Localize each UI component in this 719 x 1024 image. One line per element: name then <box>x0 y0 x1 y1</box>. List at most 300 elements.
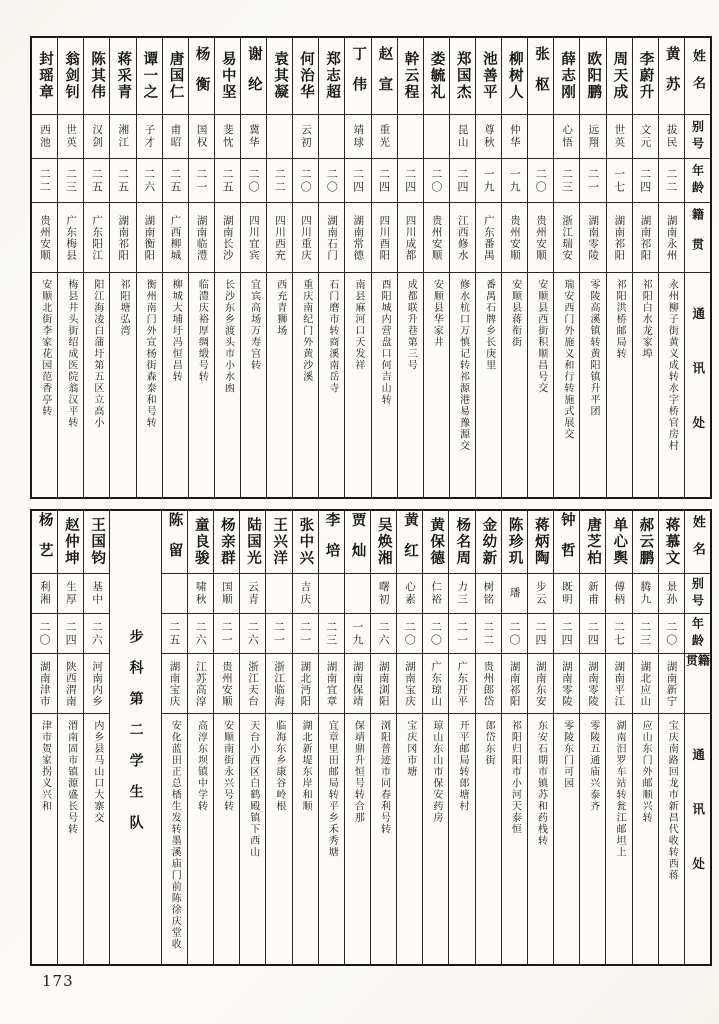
person-name: 金幼新 <box>480 517 498 567</box>
person-age-cell <box>58 158 83 202</box>
table-header-column <box>685 38 710 497</box>
person-age-cell <box>398 158 423 202</box>
person-name: 易中坚 <box>219 51 237 101</box>
person-alias-cell <box>659 114 684 158</box>
person-address: 阳江海凌白蒲圩第五区立高小 <box>91 279 103 429</box>
person-origin-cell <box>449 653 474 713</box>
person-origin-cell <box>659 202 684 272</box>
person-alias-cell <box>372 114 397 158</box>
person-alias-cell <box>554 114 579 158</box>
person-name-cell <box>580 38 605 114</box>
person-name-cell <box>266 511 291 573</box>
person-name: 薛志刚 <box>559 51 577 101</box>
person-name-cell <box>215 38 240 114</box>
person-address-cell <box>266 713 291 964</box>
person-name-cell <box>293 511 318 573</box>
person-name: 黄红 <box>401 511 419 573</box>
person-address: 安顺北街李家花园范香亭转 <box>39 279 51 417</box>
person-name: 陈其伟 <box>89 51 107 101</box>
person-column <box>345 38 371 497</box>
person-age-cell <box>319 613 344 653</box>
person-age-cell <box>449 613 474 653</box>
person-name-cell <box>398 38 423 114</box>
person-address: 安顺县华家井 <box>431 279 443 348</box>
person-address: 津市贺家拐义兴和 <box>39 720 51 812</box>
person-name: 翁剑钊 <box>63 51 81 101</box>
person-origin-cell <box>162 653 187 713</box>
person-name: 王国钧 <box>89 517 107 567</box>
person-address-cell <box>267 272 292 497</box>
person-origin-cell <box>450 202 475 272</box>
person-alias: 拔民 <box>665 124 678 149</box>
person-origin: 湖北应山 <box>639 660 652 707</box>
person-name: 丁伟 <box>350 45 368 107</box>
person-address: 酉阳城内营盘口何吉山转 <box>379 279 391 406</box>
person-address-cell <box>189 272 214 497</box>
person-name: 郑国杰 <box>454 51 472 101</box>
person-origin: 湖南祁阳 <box>117 214 130 261</box>
person-age-cell <box>606 613 631 653</box>
person-origin-cell <box>554 202 579 272</box>
person-name-cell <box>607 38 632 114</box>
person-age: 二四 <box>377 167 391 194</box>
person-alias: 生厚 <box>64 581 77 606</box>
person-address: 郎岱东街 <box>483 720 495 766</box>
person-column <box>266 511 292 964</box>
person-alias: 斐忱 <box>221 124 234 149</box>
person-origin-cell <box>110 202 135 272</box>
person-alias: 世英 <box>613 124 626 149</box>
person-age: 二四 <box>586 620 600 647</box>
person-origin: 湖南祁阳 <box>639 214 652 261</box>
person-name-cell <box>659 511 684 573</box>
person-name: 王兴洋 <box>271 517 289 567</box>
person-name-cell <box>319 511 344 573</box>
person-origin-cell <box>659 653 684 713</box>
person-origin: 贵州郎岱 <box>482 660 495 707</box>
person-origin-cell <box>424 202 449 272</box>
person-origin: 湖南长沙 <box>221 214 234 261</box>
person-origin: 四川重庆 <box>300 214 313 261</box>
person-alias-cell <box>423 573 448 613</box>
person-age: 二四 <box>560 620 574 647</box>
person-origin: 湖南祁阳 <box>508 660 521 707</box>
person-alias-cell <box>398 114 423 158</box>
person-address: 祁阳归阳市小河天泰恒 <box>509 720 521 835</box>
person-origin: 四川宜宾 <box>247 214 260 261</box>
person-column <box>267 38 293 497</box>
person-alias-cell <box>293 573 318 613</box>
person-address: 东安石期市镇苏和药栈转 <box>535 720 547 847</box>
person-origin-cell <box>32 653 57 713</box>
person-name-cell <box>163 38 188 114</box>
header-age-cell <box>685 613 710 653</box>
person-age: 二七 <box>612 620 626 647</box>
person-address-cell <box>84 713 109 964</box>
person-name-cell <box>554 511 579 573</box>
person-address: 南县麻河口天发祥 <box>353 279 365 371</box>
person-origin: 贵州安顺 <box>535 214 548 261</box>
person-alias: 汉剑 <box>91 124 104 149</box>
person-alias: 湘江 <box>117 124 130 149</box>
person-alias: 文元 <box>639 124 652 149</box>
person-column <box>293 511 319 964</box>
person-address: 柳城大埔圩冯恒昌转 <box>170 279 182 383</box>
person-address: 零陵五通庙兴泰齐 <box>587 720 599 812</box>
person-address: 祁阳塘弘湾 <box>118 279 130 337</box>
person-age: 一九 <box>508 167 522 194</box>
person-age: 二一 <box>220 620 234 647</box>
person-address-cell <box>580 272 605 497</box>
person-age: 二五 <box>167 620 181 647</box>
person-column <box>502 38 528 497</box>
person-origin-cell <box>137 202 162 272</box>
person-age-cell <box>502 613 527 653</box>
person-origin: 浙江临海 <box>273 660 286 707</box>
person-address: 衡州南门外宣杨街森泰和号转 <box>144 279 156 429</box>
person-name: 单心舆 <box>611 517 629 567</box>
person-origin: 广东梅县 <box>65 214 78 261</box>
person-address-cell <box>423 713 448 964</box>
person-alias-cell <box>162 573 187 613</box>
person-address-cell <box>580 713 605 964</box>
person-origin-cell <box>188 653 213 713</box>
person-origin-cell <box>371 653 396 713</box>
person-origin: 四川成都 <box>404 214 417 261</box>
person-address-cell <box>215 272 240 497</box>
person-alias-cell <box>319 114 344 158</box>
person-origin: 湖南津市 <box>38 660 51 707</box>
person-alias: 西池 <box>38 124 51 149</box>
header-age-label: 年龄 <box>690 616 705 651</box>
person-origin: 湖南保靖 <box>351 660 364 707</box>
header-address-cell <box>685 272 710 497</box>
person-age: 二六 <box>193 620 207 647</box>
person-age: 二三 <box>560 167 574 194</box>
person-address: 零陵高溪镇转黄阳镇升平团 <box>588 279 599 417</box>
person-name-cell <box>424 38 449 114</box>
person-age-cell <box>528 158 553 202</box>
person-address-cell <box>633 713 658 964</box>
person-alias-cell <box>424 114 449 158</box>
person-age-cell <box>163 158 188 202</box>
person-address: 瑞安西门外施义和行转施式展交 <box>561 279 573 440</box>
person-address: 宝庆南路回龙市新昌代收转西蒋 <box>666 720 678 881</box>
person-age: 二〇 <box>299 167 313 194</box>
person-age: 二〇 <box>247 167 261 194</box>
header-origin-label: 籍贯 <box>690 207 705 268</box>
person-age-cell <box>633 613 658 653</box>
person-address: 番禺石牌乡长庚里 <box>483 279 495 371</box>
person-origin-cell <box>214 653 239 713</box>
person-origin: 湖南零陵 <box>560 660 573 707</box>
person-column <box>554 511 580 964</box>
person-age-cell <box>659 613 684 653</box>
person-address: 祁阳洪桥邮局转 <box>614 279 626 360</box>
person-alias: 冀华 <box>247 124 260 149</box>
person-address-cell <box>372 272 397 497</box>
page-number: 173 <box>42 972 74 990</box>
person-address: 成都联升巷第三号 <box>405 279 417 371</box>
person-origin-cell <box>476 653 501 713</box>
person-name: 池善平 <box>480 51 498 101</box>
person-name: 贾灿 <box>349 511 367 573</box>
unit-divider-column <box>110 511 161 964</box>
person-age: 二二 <box>481 620 495 647</box>
person-alias-cell <box>215 114 240 158</box>
person-alias-cell <box>241 114 266 158</box>
person-alias: 远翔 <box>587 124 600 149</box>
person-age: 二一 <box>272 620 286 647</box>
person-alias-cell <box>607 114 632 158</box>
person-address: 保靖鼎升恒号转合那 <box>352 720 364 824</box>
person-age-cell <box>32 613 57 653</box>
person-name: 李培 <box>323 511 341 573</box>
person-address-cell <box>32 713 57 964</box>
person-alias: 新甫 <box>587 581 600 606</box>
person-alias-cell <box>58 573 83 613</box>
person-address-cell <box>659 713 684 964</box>
person-origin: 广西柳城 <box>169 214 182 261</box>
person-age: 二二 <box>664 167 678 194</box>
person-origin: 河南内乡 <box>91 660 104 707</box>
person-name-cell <box>371 511 396 573</box>
person-age: 二四 <box>351 167 365 194</box>
person-name: 周天成 <box>611 51 629 101</box>
person-address: 高淳东坝镇中学转 <box>195 720 207 812</box>
person-origin: 湖南永州 <box>665 214 678 261</box>
person-column <box>633 38 659 497</box>
person-age-cell <box>162 613 187 653</box>
person-origin-cell <box>580 653 605 713</box>
person-name: 赵宣 <box>376 45 394 107</box>
header-alias-label: 别号 <box>690 576 705 611</box>
header-origin-cell <box>685 202 710 272</box>
header-alias-label: 别号 <box>690 119 705 154</box>
person-alias: 璠 <box>508 587 521 600</box>
person-address: 浏阳普迹市同春利号转 <box>378 720 390 835</box>
person-address-cell <box>293 272 318 497</box>
person-alias: 靖球 <box>352 124 365 149</box>
person-address: 重庆南纪门外黄沙溪 <box>300 279 312 383</box>
person-address: 应山东门外邮顺兴转 <box>640 720 652 824</box>
person-age: 二〇 <box>534 167 548 194</box>
person-alias: 仲华 <box>508 124 521 149</box>
person-column <box>58 511 84 964</box>
person-age-cell <box>215 158 240 202</box>
person-alias-cell <box>58 114 83 158</box>
person-name: 郝云鹏 <box>637 517 655 567</box>
person-column <box>528 38 554 497</box>
person-address-cell <box>110 272 135 497</box>
person-origin-cell <box>398 202 423 272</box>
person-age: 二二 <box>38 167 52 194</box>
person-origin: 江苏高淳 <box>194 660 207 707</box>
header-alias-cell <box>685 114 710 158</box>
person-address-cell <box>450 272 475 497</box>
person-address: 梅县井头街绍成医院翁汉平转 <box>65 279 77 429</box>
person-name: 谢纶 <box>245 45 263 107</box>
person-origin-cell <box>580 202 605 272</box>
person-age: 二四 <box>533 620 547 647</box>
person-age-cell <box>319 158 344 202</box>
person-age-cell <box>32 158 57 202</box>
person-column <box>659 511 685 964</box>
person-alias: 仁裕 <box>430 581 443 606</box>
person-age: 二四 <box>64 620 78 647</box>
person-address: 石门磨市转商溪南岳寺 <box>326 279 338 394</box>
person-age-cell <box>240 613 265 653</box>
person-address-cell <box>319 272 344 497</box>
directory-table-top <box>30 36 712 499</box>
person-column <box>32 511 58 964</box>
person-alias: 曙初 <box>377 581 390 606</box>
person-name: 吴焕湘 <box>375 517 393 567</box>
person-origin: 贵州安顺 <box>38 214 51 261</box>
person-age-cell <box>293 613 318 653</box>
person-origin-cell <box>240 653 265 713</box>
person-alias: 树铭 <box>482 581 495 606</box>
person-name-cell <box>241 38 266 114</box>
person-column <box>241 38 267 497</box>
person-name: 杨衡 <box>193 45 211 107</box>
person-column <box>189 38 215 497</box>
person-age: 二一 <box>298 620 312 647</box>
person-address-cell <box>32 272 57 497</box>
person-origin-cell <box>189 202 214 272</box>
person-age: 二〇 <box>664 620 678 647</box>
person-address-cell <box>163 272 188 497</box>
person-origin-cell <box>345 202 370 272</box>
person-name-cell <box>449 511 474 573</box>
person-address-cell <box>162 713 187 964</box>
person-alias-cell <box>84 114 109 158</box>
person-age-cell <box>502 158 527 202</box>
person-alias-cell <box>528 573 553 613</box>
person-origin: 陕西渭南 <box>64 660 77 707</box>
person-alias-cell <box>449 573 474 613</box>
person-name-cell <box>476 511 501 573</box>
person-age: 二五 <box>90 167 104 194</box>
person-age: 二二 <box>273 167 287 194</box>
person-column <box>502 511 528 964</box>
person-age-cell <box>188 613 213 653</box>
person-age-cell <box>554 158 579 202</box>
person-name-cell <box>372 38 397 114</box>
person-alias: 利湘 <box>38 581 51 606</box>
person-column <box>659 38 685 497</box>
person-age-cell <box>345 613 370 653</box>
person-origin: 湖南零陵 <box>587 660 600 707</box>
person-column <box>476 511 502 964</box>
person-alias-cell <box>293 114 318 158</box>
person-age: 一七 <box>612 167 626 194</box>
person-name: 陆国光 <box>245 517 263 567</box>
person-age-cell <box>84 613 109 653</box>
person-alias: 尊秋 <box>482 124 495 149</box>
person-origin: 湖南平江 <box>613 660 626 707</box>
person-address: 临澧庆裕厚绸缎号转 <box>196 279 208 383</box>
person-origin: 贵州安顺 <box>508 214 521 261</box>
person-column <box>554 38 580 497</box>
person-origin: 广东琼山 <box>430 660 443 707</box>
person-column <box>58 38 84 497</box>
person-alias: 心悟 <box>561 124 574 149</box>
person-name: 蒋炳陶 <box>532 517 550 567</box>
person-age-cell <box>423 613 448 653</box>
person-origin: 湖南新宁 <box>665 660 678 707</box>
person-age: 二三 <box>64 167 78 194</box>
person-address: 天台小西区白鹤殿镇下西山 <box>247 720 259 858</box>
person-alias-cell <box>345 573 370 613</box>
person-age: 二三 <box>638 620 652 647</box>
person-address-cell <box>58 713 83 964</box>
person-alias-cell <box>32 114 57 158</box>
person-origin-cell <box>476 202 501 272</box>
person-name-cell <box>189 38 214 114</box>
person-origin-cell <box>84 653 109 713</box>
person-alias: 步云 <box>534 581 547 606</box>
person-origin-cell <box>528 653 553 713</box>
person-name: 蒋采青 <box>115 51 133 101</box>
person-address-cell <box>345 713 370 964</box>
person-address-cell <box>449 713 474 964</box>
person-column <box>398 38 424 497</box>
person-name-cell <box>502 38 527 114</box>
person-alias: 子才 <box>143 124 156 149</box>
header-age-cell <box>685 158 710 202</box>
person-origin: 湖南东安 <box>534 660 547 707</box>
person-age-cell <box>580 158 605 202</box>
person-name: 蒋慕文 <box>663 517 681 567</box>
person-column <box>319 38 345 497</box>
person-address: 安顺县蒋衔街 <box>509 279 521 348</box>
person-alias: 世英 <box>65 124 78 149</box>
person-origin-cell <box>423 653 448 713</box>
person-name-cell <box>84 38 109 114</box>
header-address-cell <box>685 713 710 964</box>
person-name-cell <box>633 511 658 573</box>
person-address: 安化蓝田正总楿生发转墨溪庙门前陈徐庆堂收 <box>169 720 181 950</box>
person-address: 零陵东门可园 <box>561 720 573 789</box>
person-alias-cell <box>397 573 422 613</box>
person-origin: 广东阳江 <box>91 214 104 261</box>
person-column <box>188 511 214 964</box>
person-age-cell <box>528 613 553 653</box>
person-column <box>528 511 554 964</box>
person-alias: 重光 <box>378 124 391 149</box>
person-address: 西充青狮场 <box>274 279 286 337</box>
person-age-cell <box>58 613 83 653</box>
person-origin: 广东开平 <box>456 660 469 707</box>
person-origin-cell <box>267 202 292 272</box>
person-address-cell <box>528 272 553 497</box>
person-alias-cell <box>659 573 684 613</box>
person-address-cell <box>476 713 501 964</box>
person-address-cell <box>214 713 239 964</box>
person-origin-cell <box>554 653 579 713</box>
person-address: 湖北新堤东岸和顺 <box>300 720 312 812</box>
person-age-cell <box>241 158 266 202</box>
person-origin: 江西修水 <box>456 214 469 261</box>
header-age-label: 年龄 <box>690 163 705 198</box>
person-name-cell <box>633 38 658 114</box>
person-age: 二五 <box>116 167 130 194</box>
person-alias: 力三 <box>456 581 469 606</box>
person-age: 二三 <box>324 620 338 647</box>
person-address-cell <box>424 272 449 497</box>
person-name: 张枢 <box>533 45 551 107</box>
